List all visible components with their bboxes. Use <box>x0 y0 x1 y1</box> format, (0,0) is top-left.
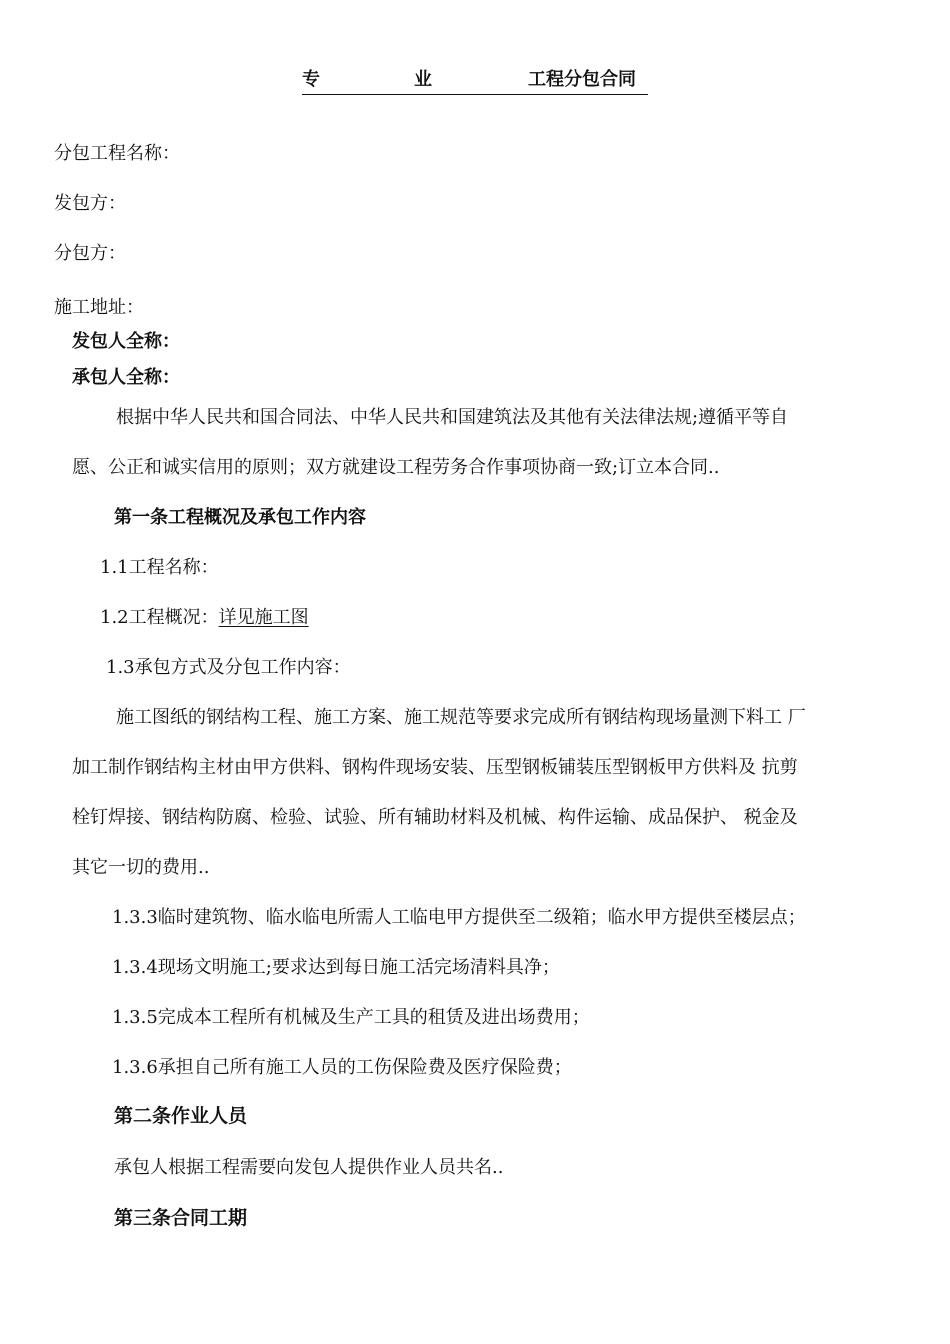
field-employer-full-name: 发包人全称： <box>72 331 180 352</box>
item-1-3-5: 1.3.5完成本工程所有机械及生产工具的租赁及进出场费用； <box>112 1007 590 1028</box>
item-1-3-3: 1.3.3临时建筑物、临水临电所需人工临电甲方提供至二级箱；临水甲方提供至楼层点； <box>112 907 806 928</box>
item-1-2-label: 1.2工程概况： <box>100 607 219 628</box>
item-1-3-6: 1.3.6承担自己所有施工人员的工伤保险费及医疗保险费； <box>112 1057 572 1078</box>
field-project-name: 分包工程名称： <box>54 143 180 164</box>
field-site-address: 施工地址： <box>54 297 144 318</box>
scope-line-3: 栓钉焊接、钢结构防腐、检验、试验、所有辅助材料及机械、构件运输、成品保护、 税金及 <box>72 807 798 828</box>
article-1-heading: 第一条工程概况及承包工作内容 <box>114 507 366 528</box>
title-part-3: 工程分包合同 <box>528 69 636 90</box>
preamble-line-2: 愿、公正和诚实信用的原则；双方就建设工程劳务合作事项协商一致;订立本合同.. <box>72 457 720 478</box>
item-1-3-4: 1.3.4现场文明施工;要求达到每日施工活完场清料具净； <box>112 957 560 978</box>
scope-line-2: 加工制作钢结构主材由甲方供料、钢构件现场安装、压型钢板铺装压型钢板甲方供料及 抗剪 <box>72 757 798 778</box>
field-employer: 发包方： <box>54 193 126 214</box>
item-1-3: 1.3承包方式及分包工作内容： <box>106 657 351 678</box>
item-1-1: 1.1工程名称： <box>100 557 219 578</box>
field-subcontractor: 分包方： <box>54 243 126 264</box>
title-part-2: 业 <box>414 69 432 90</box>
field-contractor-full-name: 承包人全称： <box>72 367 180 388</box>
title-part-1: 专 <box>302 69 320 90</box>
item-1-2 <box>100 606 309 630</box>
item-1-2-value: 详见施工图 <box>218 607 309 628</box>
scope-line-4: 其它一切的费用.. <box>72 857 210 878</box>
article-3-heading: 第三条合同工期 <box>114 1207 248 1229</box>
preamble-line-1: 根据中华人民共和国合同法、中华人民共和国建筑法及其他有关法律法规;遵循平等自 <box>116 407 789 428</box>
document-title <box>302 68 648 95</box>
scope-line-1: 施工图纸的钢结构工程、施工方案、施工规范等要求完成所有钢结构现场量测下料工 厂 <box>116 707 806 728</box>
article-2-text: 承包人根据工程需要向发包人提供作业人员共名.. <box>114 1157 504 1178</box>
article-2-heading: 第二条作业人员 <box>114 1105 248 1127</box>
